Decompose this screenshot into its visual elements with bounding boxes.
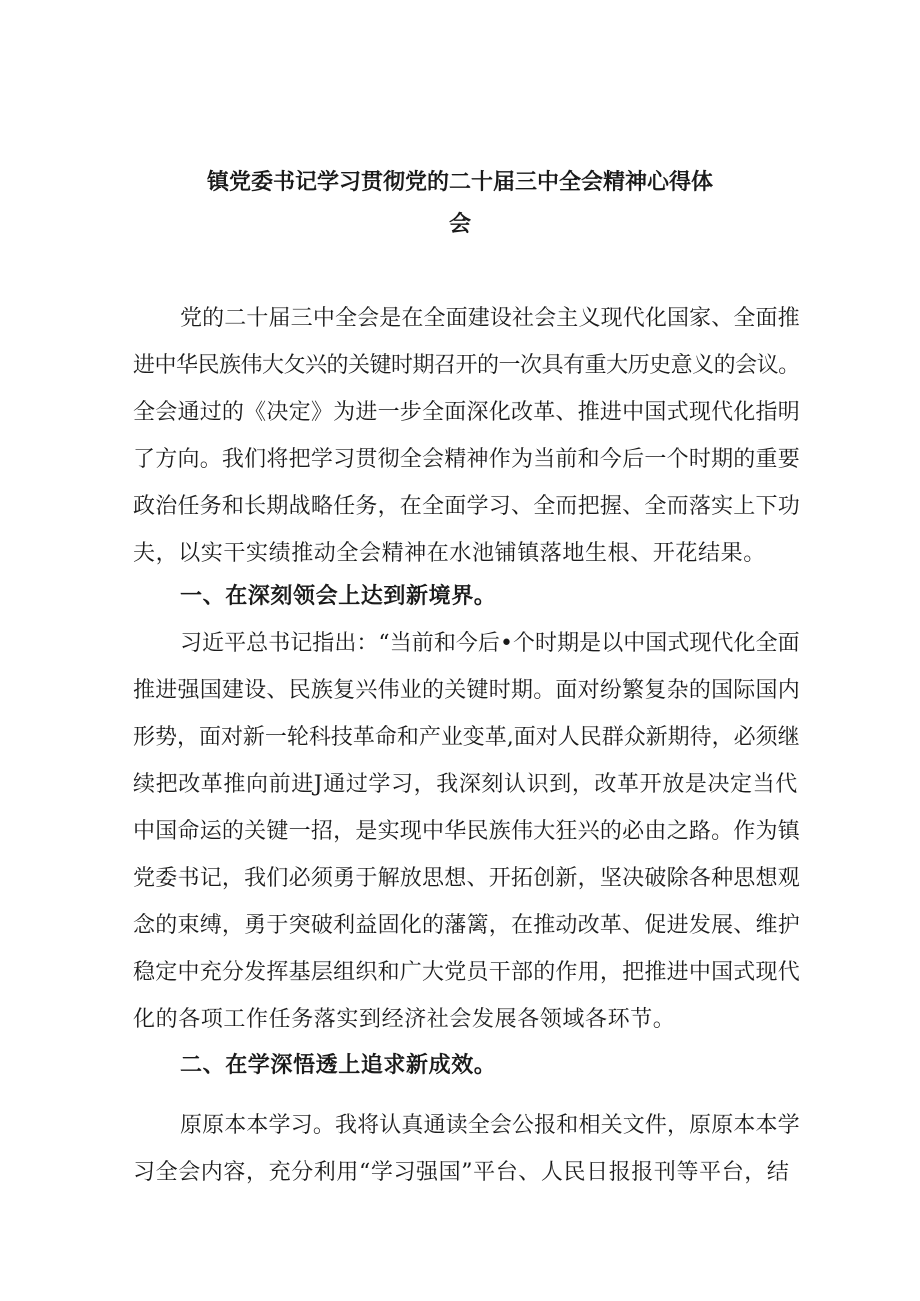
paragraph-line: 稳定中充分发挥基层组织和广大党员干部的作用，把推进中国式现代 xyxy=(133,960,801,985)
paragraph-line: 党的二十届三中全会是在全面建设社会主义现代化国家、全面推 xyxy=(180,306,800,331)
paragraph-line: 全会通过的《决定》为进一步全面深化改革、推进中国式现代化指明 xyxy=(133,400,801,425)
paragraph-line: 推进强国建设、民族复兴伟业的关键时期。面对纷繁复杂的国际国内 xyxy=(133,678,801,703)
paragraph-line: 中国命运的关键一招，是实现中华民族伟大狂兴的必由之路。作为镇 xyxy=(133,819,801,844)
section-heading: 一、在深刻领会上达到新境界。 xyxy=(180,584,497,609)
document-title: 镇党委书记学习贯彻党的二十届三中全会精神心得体 xyxy=(206,170,713,195)
paragraph-line: 形势，面对新一轮科技革命和产业变革,面对人民群众新期待，必须继 xyxy=(133,725,800,750)
paragraph-line: 进中华民族伟大攵兴的关键时期召开的一次具有重大历史意义的会议。 xyxy=(133,353,800,378)
paragraph-line: 了方向。我们将把学习贯彻全会精神作为当前和今后一个时期的重要 xyxy=(133,447,801,472)
paragraph-line: 习近平总书记指出：“当前和今后•个时期是以中国式现代化全面 xyxy=(180,631,800,656)
paragraph-line: 政治任务和长期战略任务，在全面学习、全而把握、全而落实上下功 xyxy=(133,494,801,519)
paragraph-line: 原原本本学习。我将认真通读全会公报和相关文件，原原本本学 xyxy=(180,1113,800,1138)
paragraph-line: 念的束缚，勇于突破利益固化的藩篱，在推动改革、促进发展、维护 xyxy=(133,913,801,938)
paragraph-line: 党委书记，我们必须勇于解放思想、开拓创新，坚决破除各种思想观 xyxy=(133,866,801,891)
paragraph-line: 续把改革推向前进J通过学习，我深刻认识到，改革开放是决定当代 xyxy=(133,772,798,797)
paragraph-line: 夫，以实干实绩推动全会精神在水池铺镇落地生根、开花结果。 xyxy=(133,541,766,566)
paragraph-line: 化的各项工作任务落实到经济社会发展各领域各环节。 xyxy=(133,1007,676,1032)
section-heading: 二、在学深悟透上追求新成效。 xyxy=(180,1053,497,1078)
paragraph-line: 习全会内容，充分利用“学习强国”平台、人民日报报刊等平台，结 xyxy=(133,1160,790,1185)
document-title-continued: 会 xyxy=(448,212,471,237)
